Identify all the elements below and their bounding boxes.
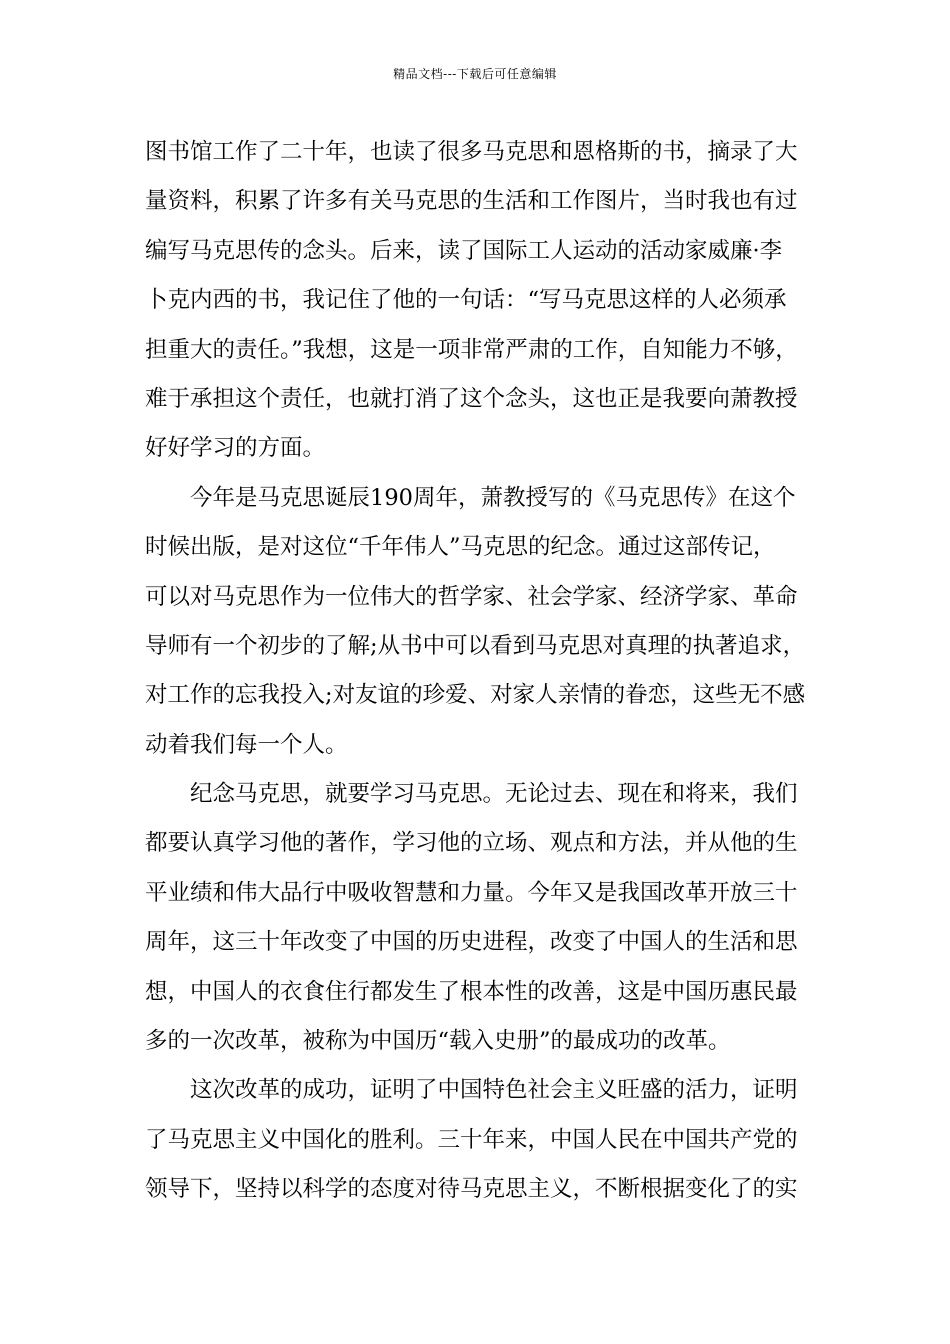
text-line: 这次改革的成功，证明了中国特色社会主义旺盛的活力，证明 — [190, 1077, 798, 1104]
text-line: 多的一次改革，被称为中国历“载入史册”的最成功的改革。 — [145, 1028, 731, 1055]
text-line: 想，中国人的衣食住行都发生了根本性的改善，这是中国历惠民最 — [145, 978, 798, 1005]
text-line: 好好学习的方面。 — [145, 435, 326, 462]
text-line: 了马克思主义中国化的胜利。三十年来，中国人民在中国共产党的 — [145, 1126, 798, 1153]
text-line: 导师有一个初步的了解;从书中可以看到马克思对真理的执著追求， — [145, 632, 806, 659]
text-line: 对工作的忘我投入;对友谊的珍爱、对家人亲情的眷恋，这些无不感 — [145, 682, 806, 709]
paragraph-2 — [145, 474, 809, 770]
text-line: 难于承担这个责任，也就打消了这个念头，这也正是我要向萧教授 — [145, 385, 798, 412]
text-line: 可以对马克思作为一位伟大的哲学家、社会学家、经济学家、革命 — [145, 583, 798, 610]
text-line: 量资料，积累了许多有关马克思的生活和工作图片，当时我也有过 — [145, 188, 798, 215]
text-line: 纪念马克思，就要学习马克思。无论过去、现在和将来，我们 — [190, 781, 798, 808]
paragraph-3 — [145, 770, 809, 1066]
text-line: 担重大的责任。”我想，这是一项非常严肃的工作，自知能力不够， — [145, 336, 798, 363]
paragraph-4 — [145, 1066, 809, 1214]
text-line: 都要认真学习他的著作，学习他的立场、观点和方法，并从他的生 — [145, 830, 798, 857]
text-line: 今年是马克思诞辰190周年，萧教授写的《马克思传》在这个 — [190, 484, 796, 511]
text-line: 编写马克思传的念头。后来，读了国际工人运动的活动家威廉·李 — [145, 237, 783, 264]
text-line: 图书馆工作了二十年，也读了很多马克思和恩格斯的书，摘录了大 — [145, 139, 798, 165]
text-line: 时候出版，是对这位“千年伟人”马克思的纪念。通过这部传记， — [145, 534, 776, 561]
text-line: 平业绩和伟大品行中吸收智慧和力量。今年又是我国改革开放三十 — [145, 879, 798, 906]
page-header: 精品文档---下载后可任意编辑 — [393, 67, 557, 81]
paragraph-1 — [145, 128, 809, 474]
text-line: 周年，这三十年改变了中国的历史进程，改变了中国人的生活和思 — [145, 929, 798, 956]
text-line: 卜克内西的书，我记住了他的一句话：“写马克思这样的人必须承 — [145, 287, 787, 314]
document-body — [145, 128, 809, 1215]
text-line: 领导下，坚持以科学的态度对待马克思主义，不断根据变化了的实 — [145, 1176, 798, 1203]
text-line: 动着我们每一个人。 — [145, 731, 348, 758]
